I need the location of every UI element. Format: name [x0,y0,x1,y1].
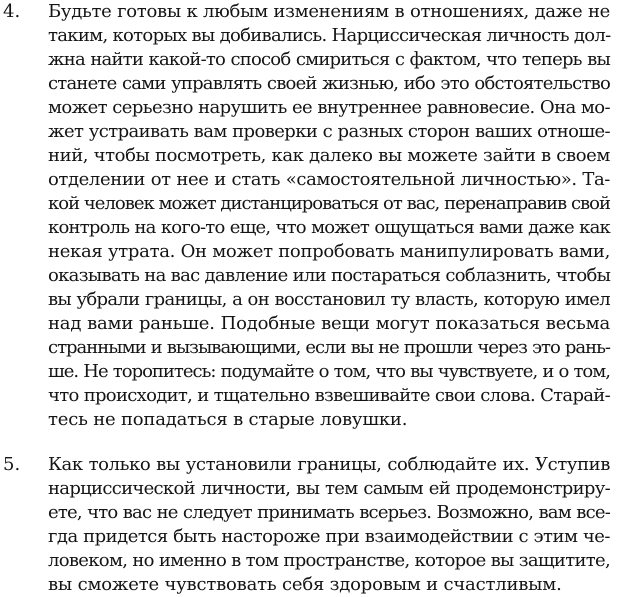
list-item-number: 5. [3,454,21,475]
text-line: странными и вызывающими, если вы не прошли через это рань- [48,337,610,358]
text-line: таким, которых вы добивались. Нарциссическая личность дол- [48,25,611,46]
text-line: жет устраивать вам проверки с разных сторон ваших отноше- [48,121,610,142]
paragraph [48,453,610,597]
text-line: ловеком, но именно в том пространстве, которое вы защитите, [48,550,610,571]
text-line: станете сами управлять своей жизнью, ибо это обстоятельство [48,73,610,94]
text-line: вы убрали границы, а он восстановил ту власть, которую имел [48,289,610,310]
list-item-number: 4. [3,1,21,22]
text-line: некая утрата. Он может попробовать манипулировать вами, [48,241,610,262]
text-line: может серьезно нарушить ее внутреннее равновесие. Она мо- [48,97,610,118]
text-line: ете, что вас не следует принимать всерьез. Возможно, вам все- [48,502,610,523]
text-line: контроль на кого-то еще, что может ощущаться вами даже как [48,217,610,238]
text-line: ний, чтобы посмотреть, как далеко вы можете зайти в своем [48,145,610,166]
paragraph [48,0,610,432]
text-line: жна найти какой-то способ смириться с фактом, что теперь вы [48,49,610,70]
text-line: оказывать на вас давление или постараться соблазнить, чтобы [48,265,611,286]
text-line: отделении от нее и стать «самостоятельной личностью». Та- [48,169,610,190]
text-line: Будьте готовы к любым изменениям в отношениях, даже не [48,1,610,22]
text-line: нарциссической личности, вы тем самым ей продемонстриру- [48,478,610,499]
text-line: гда придется быть настороже при взаимодействии с этим че- [48,526,610,547]
text-line: тесь не попадаться в старые ловушки. [48,409,408,430]
text-line: вы сможете чувствовать себя здоровым и счастливым. [48,574,562,595]
text-line: кой человек может дистанцироваться от вас, перенаправив свой [48,193,610,214]
text-line: ше. Не торопитесь: подумайте о том, что вы чувствуете, и о том, [48,361,610,382]
text-line: Как только вы установили границы, соблюдайте их. Уступив [48,454,610,475]
text-line: над вами раньше. Подобные вещи могут показаться весьма [48,313,610,334]
text-line: что происходит, и тщательно взвешивайте свои слова. Старай- [48,385,610,406]
